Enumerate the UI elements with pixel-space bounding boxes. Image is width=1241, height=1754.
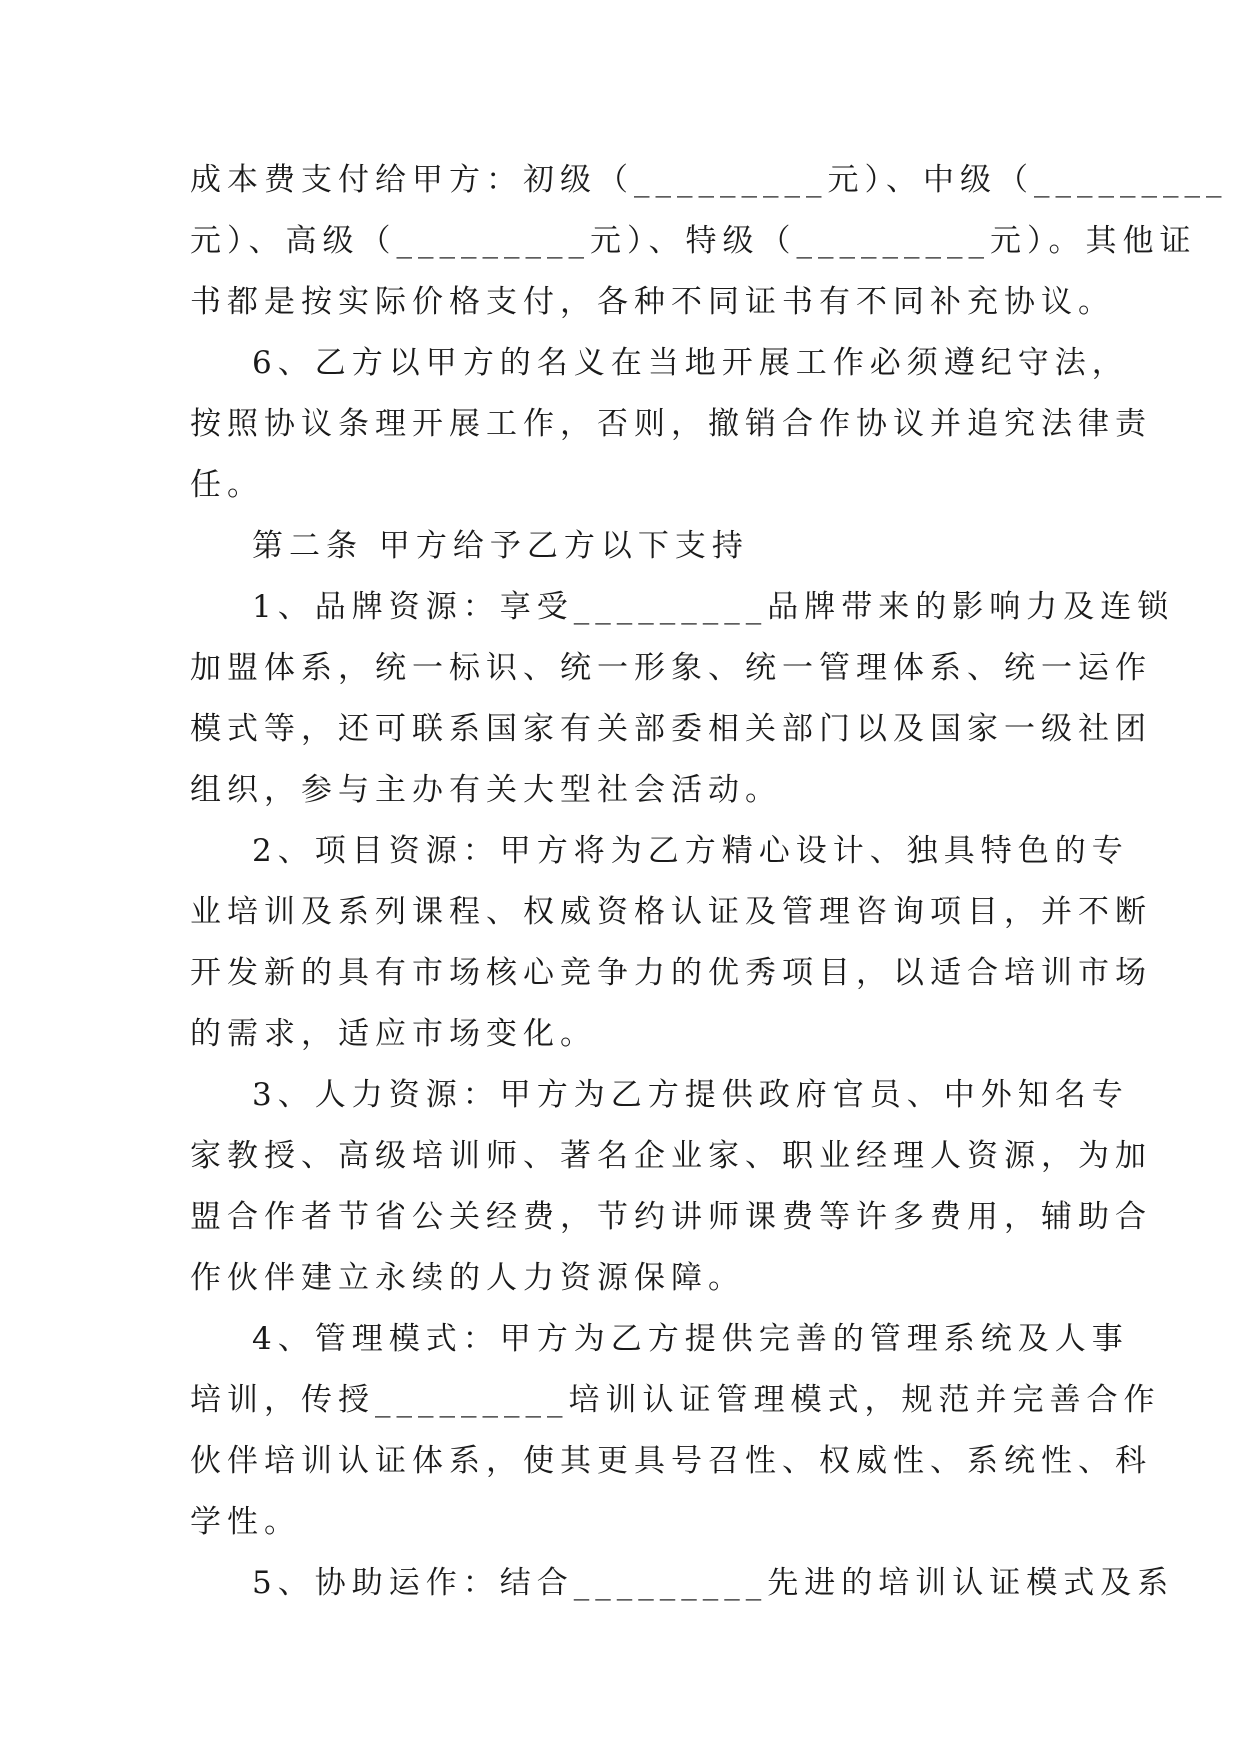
text-line: 培训，传授_________培训认证管理模式，规范并完善合作: [190, 1382, 1161, 1418]
text-line: 成本费支付给甲方：初级（_________元）、中级（_________: [190, 162, 1228, 198]
text-line: 5、协助运作：结合_________先进的培训认证模式及系: [252, 1565, 1175, 1601]
text-line: 家教授、高级培训师、著名企业家、职业经理人资源，为加: [190, 1138, 1152, 1174]
text-line: 2、项目资源：甲方将为乙方精心设计、独具特色的专: [252, 833, 1129, 869]
section-heading: [190, 516, 1050, 577]
text-line: 盟合作者节省公关经费，节约讲师课费等许多费用，辅助合: [190, 1199, 1152, 1235]
text-line: 元）、高级（_________元）、特级（_________元）。其他证: [190, 223, 1197, 259]
text-line: 组织，参与主办有关大型社会活动。: [190, 772, 782, 808]
text-line: 开发新的具有市场核心竞争力的优秀项目，以适合培训市场: [190, 955, 1152, 991]
text-line: 的需求，适应市场变化。: [190, 1016, 597, 1052]
paragraph-item-6: [190, 333, 1152, 516]
paragraph-project-resources: [190, 821, 1152, 1065]
text-line: 4、管理模式：甲方为乙方提供完善的管理系统及人事: [252, 1321, 1129, 1357]
text-line: 模式等，还可联系国家有关部委相关部门以及国家一级社团: [190, 711, 1152, 747]
text-line: 第二条 甲方给予乙方以下支持: [252, 528, 749, 564]
text-line: 1、品牌资源：享受_________品牌带来的影响力及连锁: [252, 589, 1175, 625]
paragraph-human-resources: [190, 1065, 1152, 1309]
text-line: 按照协议条理开展工作，否则，撤销合作协议并追究法律责: [190, 406, 1152, 442]
text-line: 伙伴培训认证体系，使其更具号召性、权威性、系统性、科: [190, 1443, 1152, 1479]
text-line: 书都是按实际价格支付，各种不同证书有不同补充协议。: [190, 284, 1115, 320]
paragraph-assist-operation: [190, 1553, 1175, 1614]
paragraph-brand-resources: [190, 577, 1175, 821]
text-line: 任。: [190, 467, 264, 503]
text-line: 学性。: [190, 1504, 301, 1540]
text-line: 作伙伴建立永续的人力资源保障。: [190, 1260, 745, 1296]
document-page: [190, 150, 1228, 1614]
text-line: 3、人力资源：甲方为乙方提供政府官员、中外知名专: [252, 1077, 1129, 1113]
text-line: 业培训及系列课程、权威资格认证及管理咨询项目，并不断: [190, 894, 1152, 930]
paragraph-fees: [190, 150, 1228, 333]
text-line: 6、乙方以甲方的名义在当地开展工作必须遵纪守法，: [252, 345, 1129, 381]
text-line: 加盟体系，统一标识、统一形象、统一管理体系、统一运作: [190, 650, 1152, 686]
paragraph-management-mode: [190, 1309, 1161, 1553]
